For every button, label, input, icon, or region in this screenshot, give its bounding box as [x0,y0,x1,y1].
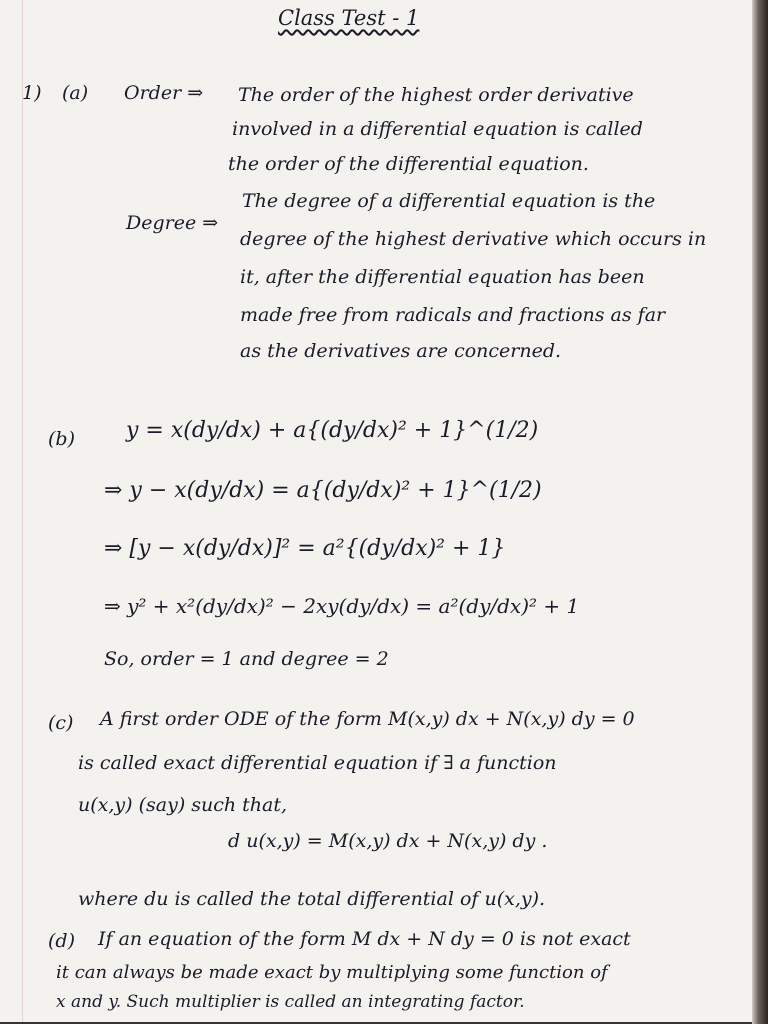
page-edge-shadow [752,0,768,1024]
equation-line-1: y = x(dy/dx) + a{(dy/dx)² + 1}^(1/2) [126,418,539,443]
equation-line-4: ⇒ y² + x²(dy/dx)² − 2xy(dy/dx) = a²(dy/dx)² + 1 [104,594,580,618]
degree-line-4: made free from radicals and fractions as far [240,304,666,326]
margin-line [22,0,23,1022]
page-title: Class Test - 1 [278,6,420,30]
order-line-2: involved in a differential equation is called [232,118,643,140]
degree-line-1: The degree of a differential equation is the [242,190,656,212]
order-degree-conclusion: So, order = 1 and degree = 2 [104,648,389,670]
exact-line-3: u(x,y) (say) such that, [78,794,288,816]
order-term: Order ⇒ [124,82,204,104]
integrating-line-3: x and y. Such multiplier is called an integrating factor. [56,992,525,1012]
equation-line-2: ⇒ y − x(dy/dx) = a{(dy/dx)² + 1}^(1/2) [104,478,542,503]
integrating-line-1: If an equation of the form M dx + N dy = 0 is not exact [98,928,631,950]
degree-line-5: as the derivatives are concerned. [240,340,562,362]
integrating-line-2: it can always be made exact by multiplying some function of [56,962,608,983]
part-a-label: (a) [62,82,89,104]
exact-formula: d u(x,y) = M(x,y) dx + N(x,y) dy . [228,830,548,852]
part-d-label: (d) [48,930,75,952]
question-number: 1) [22,82,42,104]
part-c-label: (c) [48,712,74,734]
exact-line-1: A first order ODE of the form M(x,y) dx + N(x,y) dy = 0 [100,708,635,730]
equation-line-3: ⇒ [y − x(dy/dx)]² = a²{(dy/dx)² + 1} [104,536,506,561]
order-line-1: The order of the highest order derivative [238,84,634,106]
exact-line-2: is called exact differential equation if ∃ a function [78,752,557,774]
degree-line-2: degree of the highest derivative which occurs in [240,228,707,250]
degree-term: Degree ⇒ [126,212,219,234]
order-line-3: the order of the differential equation. [228,153,589,175]
total-differential-line: where du is called the total differential of u(x,y). [78,888,546,910]
degree-line-3: it, after the differential equation has been [240,266,645,288]
part-b-label: (b) [48,428,75,450]
